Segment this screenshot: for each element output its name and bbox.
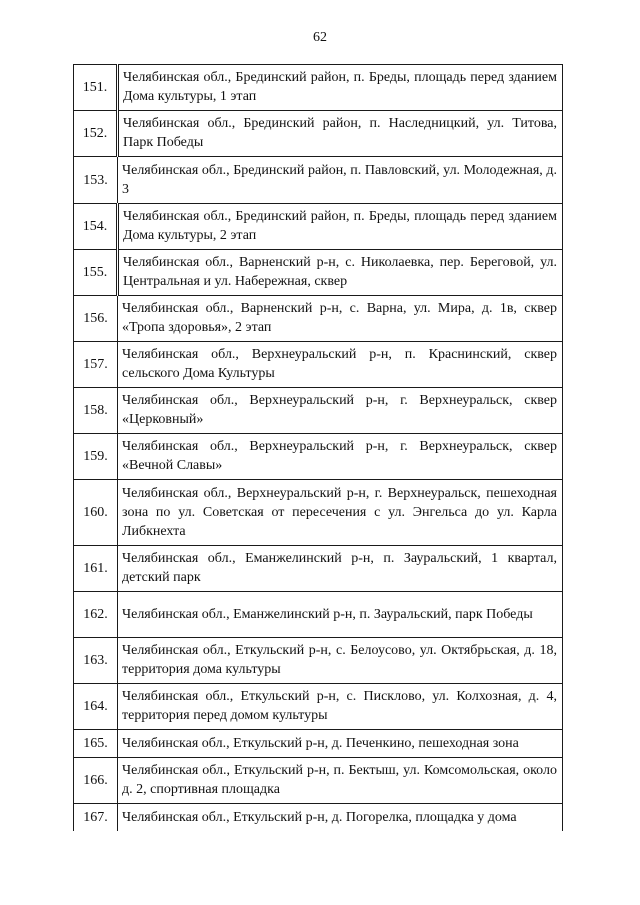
table-row — [74, 296, 563, 342]
row-number: 157. — [74, 342, 118, 388]
table-row — [74, 250, 563, 296]
table-row — [74, 480, 563, 546]
table-row — [74, 342, 563, 388]
table-row — [74, 434, 563, 480]
row-number: 163. — [74, 638, 118, 684]
row-number: 164. — [74, 684, 118, 730]
table-row — [74, 388, 563, 434]
row-number: 160. — [74, 480, 118, 546]
row-address: Челябинская обл., Брединский район, п. Бреды, площадь перед зданием Дома культуры, 2 этап — [118, 204, 563, 250]
row-address: Челябинская обл., Еткульский р-н, п. Бектыш, ул. Комсомольская, около д. 2, спортивная площадка — [118, 758, 563, 804]
table-row — [74, 638, 563, 684]
table-row — [74, 65, 563, 111]
table-row — [74, 546, 563, 592]
page-number: 62 — [313, 30, 327, 45]
row-address: Челябинская обл., Еткульский р-н, д. Погорелка, площадка у дома — [118, 804, 563, 832]
table-row — [74, 758, 563, 804]
row-address: Челябинская обл., Еткульский р-н, д. Печенкино, пешеходная зона — [118, 730, 563, 758]
row-number: 162. — [74, 592, 118, 638]
row-number: 153. — [74, 157, 118, 204]
row-address: Челябинская обл., Верхнеуральский р-н, п. Краснинский, сквер сельского Дома Культуры — [118, 342, 563, 388]
row-number: 167. — [74, 804, 118, 832]
table-row — [74, 157, 563, 204]
row-number: 161. — [74, 546, 118, 592]
row-address: Челябинская обл., Еткульский р-н, с. Писклово, ул. Колхозная, д. 4, территория перед домом культуры — [118, 684, 563, 730]
row-address: Челябинская обл., Верхнеуральский р-н, г. Верхнеуральск, пешеходная зона по ул. Советская от пересечения с ул. Энгельса до ул. Карла Либкнехта — [118, 480, 563, 546]
row-address: Челябинская обл., Брединский район, п. Павловский, ул. Молодежная, д. 3 — [118, 157, 563, 204]
row-address: Челябинская обл., Брединский район, п. Наследницкий, ул. Титова, Парк Победы — [118, 111, 563, 157]
row-address: Челябинская обл., Верхнеуральский р-н, г. Верхнеуральск, сквер «Церковный» — [118, 388, 563, 434]
row-number: 152. — [74, 111, 118, 157]
row-number: 154. — [74, 204, 118, 250]
row-number: 158. — [74, 388, 118, 434]
table-row — [74, 592, 563, 638]
table-row — [74, 204, 563, 250]
row-number: 156. — [74, 296, 118, 342]
row-number: 155. — [74, 250, 118, 296]
row-address: Челябинская обл., Брединский район, п. Бреды, площадь перед зданием Дома культуры, 1 этап — [118, 65, 563, 111]
row-address: Челябинская обл., Варненский р-н, с. Варна, ул. Мира, д. 1в, сквер «Тропа здоровья», 2 этап — [118, 296, 563, 342]
row-number: 159. — [74, 434, 118, 480]
row-number: 166. — [74, 758, 118, 804]
table-row — [74, 684, 563, 730]
table-row — [74, 804, 563, 832]
table-row — [74, 111, 563, 157]
row-address: Челябинская обл., Еманжелинский р-н, п. Зауральский, 1 квартал, детский парк — [118, 546, 563, 592]
row-number: 151. — [74, 65, 118, 111]
row-address: Челябинская обл., Еткульский р-н, с. Белоусово, ул. Октябрьская, д. 18, территория дома культуры — [118, 638, 563, 684]
row-number: 165. — [74, 730, 118, 758]
address-table — [73, 64, 563, 831]
row-address: Челябинская обл., Верхнеуральский р-н, г. Верхнеуральск, сквер «Вечной Славы» — [118, 434, 563, 480]
row-address: Челябинская обл., Варненский р-н, с. Николаевка, пер. Береговой, ул. Центральная и ул. Набережная, сквер — [118, 250, 563, 296]
table-row — [74, 730, 563, 758]
row-address: Челябинская обл., Еманжелинский р-н, п. Зауральский, парк Победы — [118, 592, 563, 638]
